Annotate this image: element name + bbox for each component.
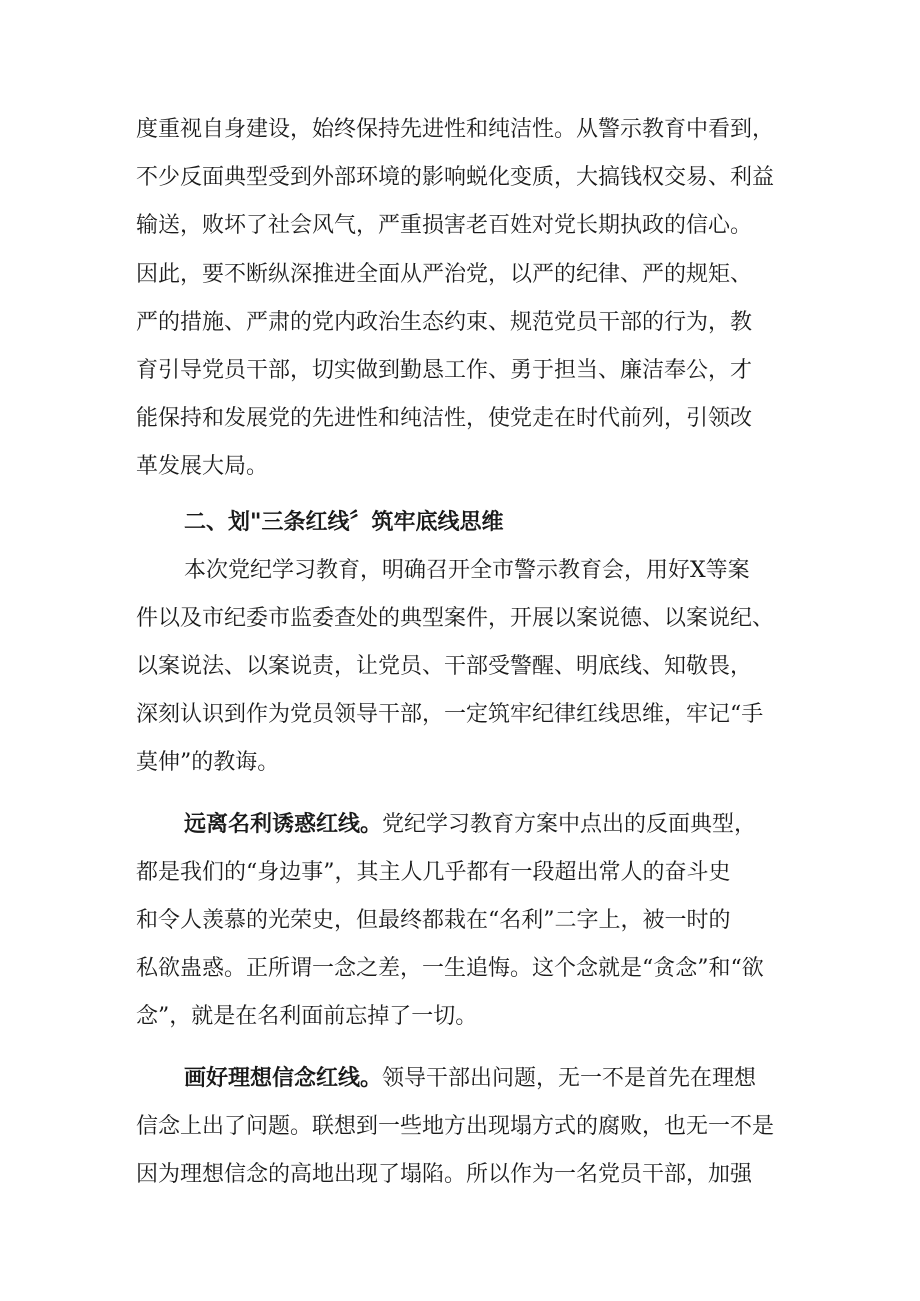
spacer [136,788,792,801]
text-line: 输送，败坏了社会风气，严重损害老百姓对党长期执政的信心。 [136,213,753,239]
text-line: 以案说法、以案说责，让党员、干部受警醒、明底线、知敬畏， [136,654,753,680]
text-line: 能保持和发展党的先进性和纯洁性，使党走在时代前列，引领改 [136,406,753,432]
paragraph-3 [136,801,792,1042]
text-line: 因此，要不断纵深推进全面从严治党，以严的纪律、严的规矩、 [136,261,753,287]
text-line: 不少反面典型受到外部环境的影响蜕化变质，大搞钱权交易、利益 [136,165,775,191]
text-line: 育引导党员干部，切实做到勤恳工作、勇于担当、廉洁奉公，才 [136,357,753,383]
text-line: 莫伸”的教诲。 [136,750,280,776]
text-line [136,801,792,849]
text-line: 私欲蛊惑。正所谓一念之差，一生追悔。这个念就是“贪念”和“欲 [136,956,764,982]
paragraph-text: 党纪学习教育方案中点出的反面典型， [382,811,757,837]
paragraph-lead: 画好理想信念红线。 [184,1065,383,1091]
spacer [136,492,792,499]
paragraph-4 [136,1055,792,1200]
text-line: 严的措施、严肃的党内政治生态约束、规范党员干部的行为，教 [136,309,753,335]
text-line: 革发展大局。 [136,454,269,480]
text-line: 念”，就是在名利面前忘掉了一切。 [136,1004,478,1030]
paragraph-1 [136,106,792,492]
text-line: 信念上出了问题。联想到一些地方出现塌方式的腐败，也无一不是 [136,1113,775,1139]
text-line: 本次党纪学习教育，明确召开全市警示教育会，用好X等案 [184,557,750,583]
paragraph-2 [136,547,792,788]
text-line: 因为理想信念的高地出现了塌陷。所以作为一名党员干部，加强 [136,1161,753,1187]
text-line: 深刻认识到作为党员领导干部，一定筑牢纪律红线思维，牢记“手 [136,702,764,728]
paragraph-lead: 远离名利诱惑红线。 [184,811,383,837]
paragraph-text: 领导干部出问题，无一不是首先在理想 [382,1065,757,1091]
document-body [136,106,792,1199]
text-line: 度重视自身建设，始终保持先进性和纯洁性。从警示教育中看到， [136,117,775,142]
text-line [136,1055,792,1103]
text-line: 和令人羡慕的光荣史，但最终都栽在“名利”二字上，被一时的 [136,908,731,933]
text-line: 都是我们的“身边事”，其主人几乎都有一段超出常人的奋斗史 [136,859,731,885]
section-heading: 二、划"三条红线〞筑牢底线思维 [184,509,504,535]
text-line: 件以及市纪委市监委查处的典型案件，开展以案说德、以案说纪、 [136,605,775,631]
spacer [136,1042,792,1055]
